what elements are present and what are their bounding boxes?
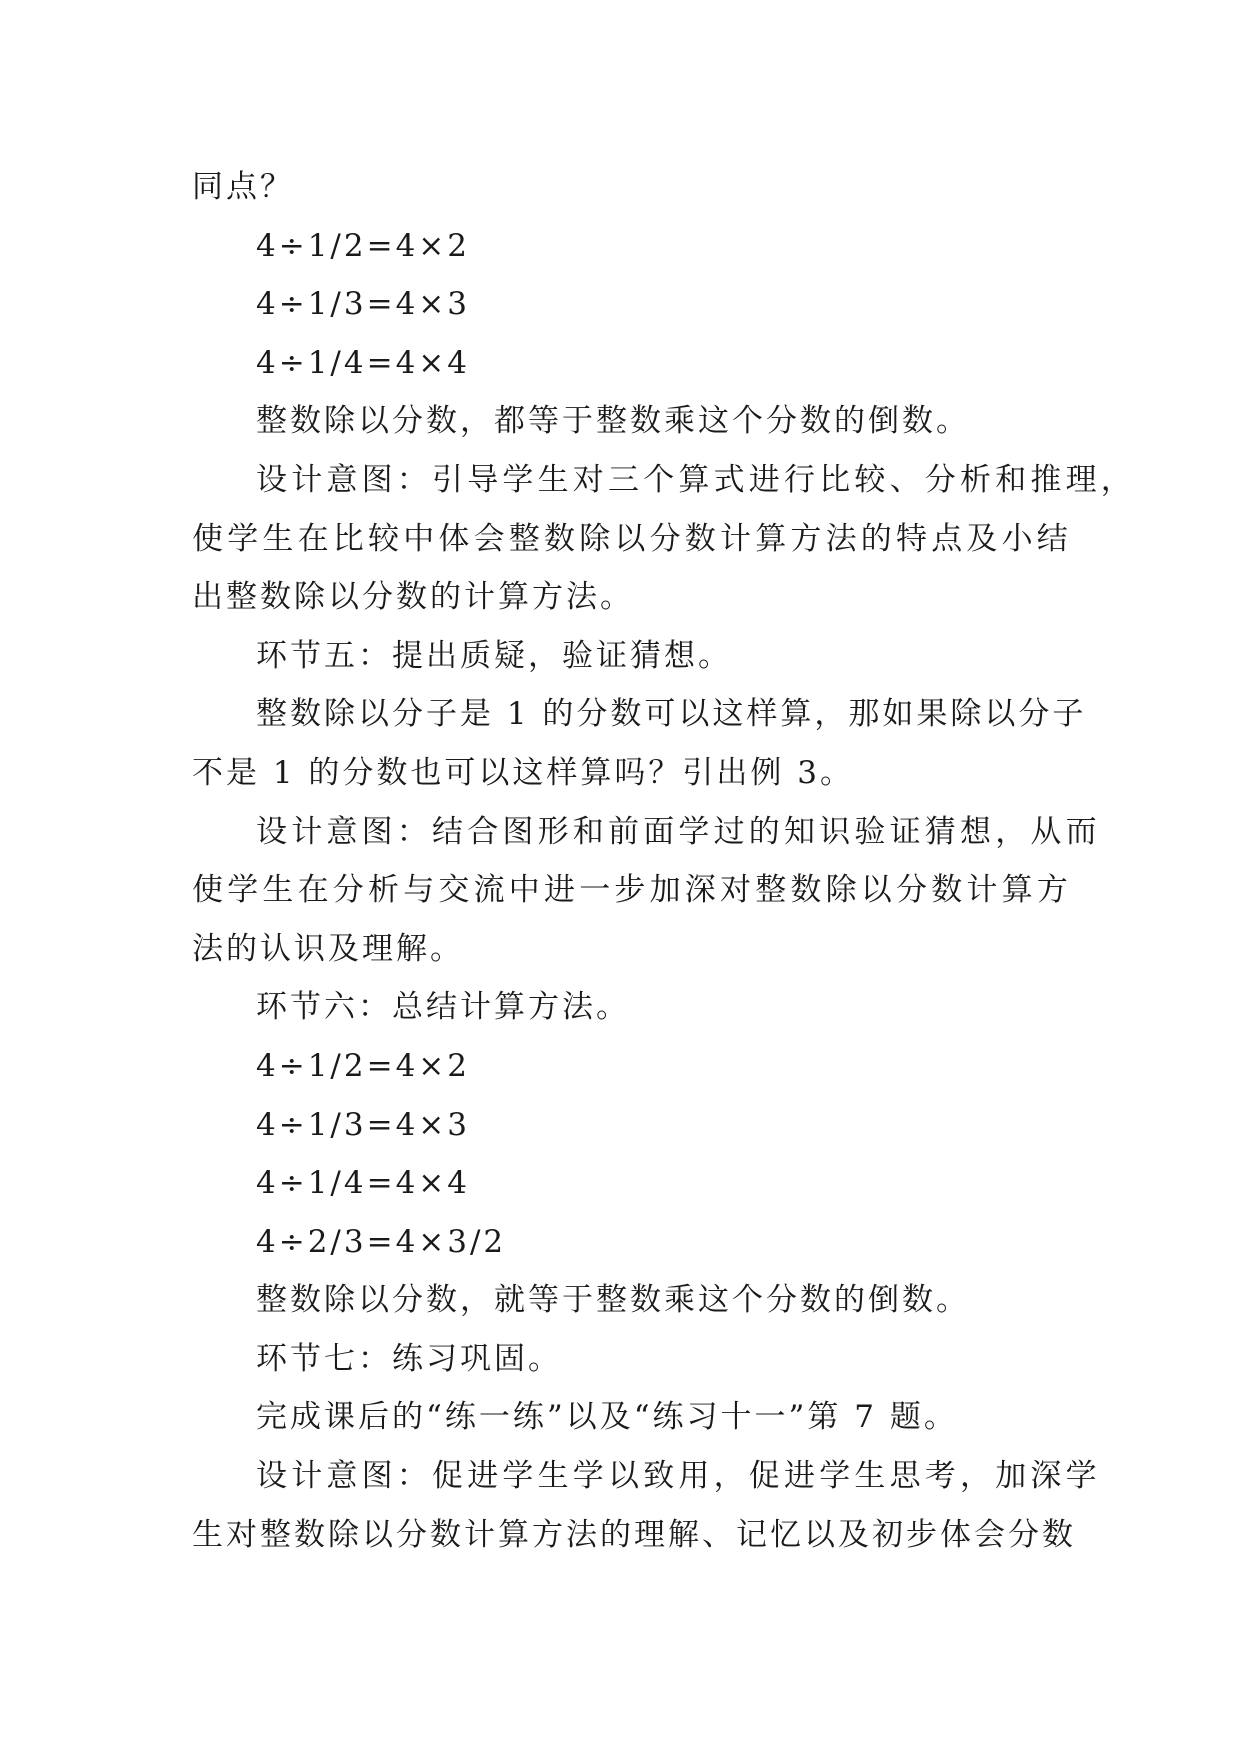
equation-line: 4÷1/2=4×2 [256,227,470,264]
equation-line: 4÷1/2=4×2 [256,1047,470,1084]
equation-line: 4÷1/4=4×4 [256,1165,470,1202]
equation-line: 4÷2/3=4×3/2 [256,1223,507,1260]
text-line: 法的认识及理解。 [192,930,464,967]
text-line: 使学生在比较中体会整数除以分数计算方法的特点及小结 [192,520,1072,557]
design-intent-line: 设计意图：引导学生对三个算式进行比较、分析和推理， [256,461,1136,498]
text-line: 同点？ [192,169,294,205]
text-line: 出整数除以分数的计算方法。 [192,579,634,616]
equation-line: 4÷1/4=4×4 [256,344,470,381]
text-line: 完成课后的“练一练”以及“练习十一”第 7 题。 [256,1399,958,1436]
text-line: 使学生在分析与交流中进一步加深对整数除以分数计算方 [192,872,1072,909]
document-body [192,158,1136,1564]
text-line: 整数除以分子是 1 的分数可以这样算，那如果除以分子 [256,696,1087,733]
text-line: 生对整数除以分数计算方法的理解、记忆以及初步体会分数 [192,1516,1076,1553]
conclusion-line: 整数除以分数，都等于整数乘这个分数的倒数。 [256,403,970,440]
conclusion-line: 整数除以分数，就等于整数乘这个分数的倒数。 [256,1282,970,1319]
section-heading: 环节七：练习巩固。 [256,1340,562,1377]
design-intent-line: 设计意图：结合图形和前面学过的知识验证猜想，从而 [256,813,1101,850]
text-line: 不是 1 的分数也可以这样算吗？引出例 3。 [192,754,855,791]
equation-line: 4÷1/3=4×3 [256,1106,470,1143]
equation-line: 4÷1/3=4×3 [256,286,470,323]
design-intent-line: 设计意图：促进学生学以致用，促进学生思考，加深学 [256,1458,1101,1495]
section-heading: 环节六：总结计算方法。 [256,989,630,1026]
section-heading: 环节五：提出质疑，验证猜想。 [256,637,732,674]
